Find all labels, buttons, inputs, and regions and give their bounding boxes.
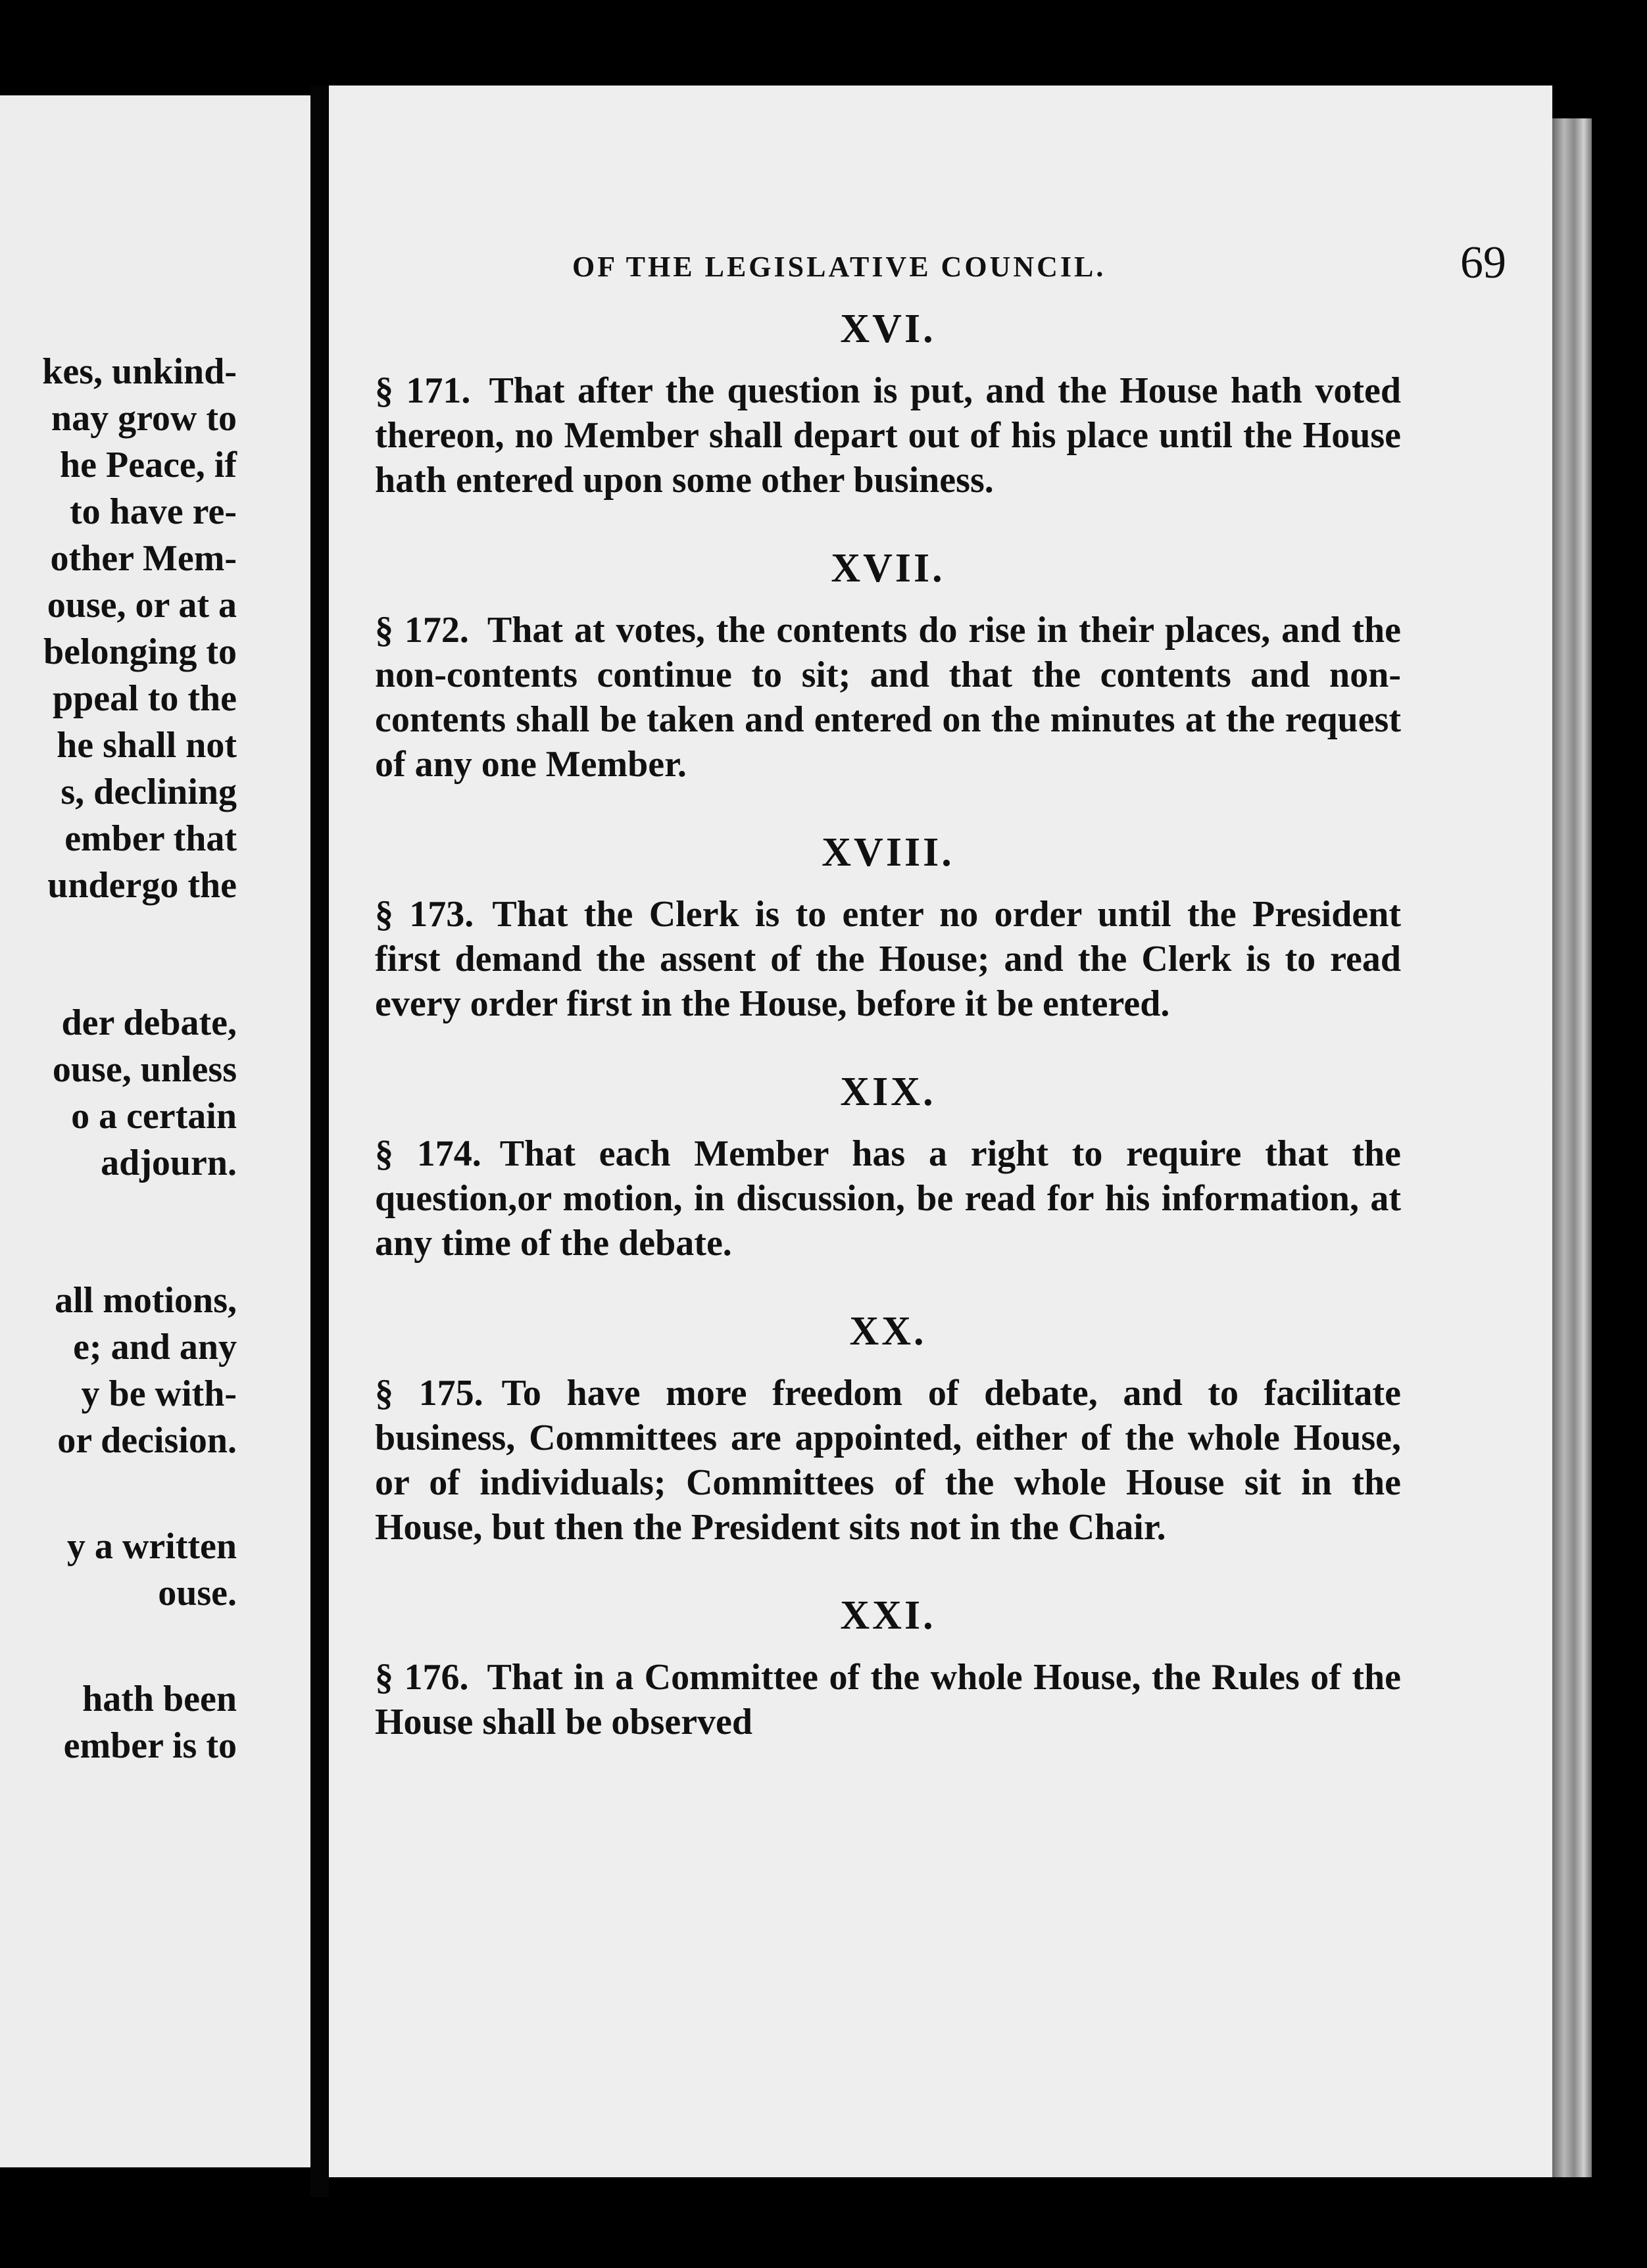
left-line: he shall not bbox=[57, 725, 237, 766]
rule-text: To have more freedom of debate, and to facilitate business, Committees are appointed, either of the whole House, or of individuals; Committees of the whole House sit in the House, but then the President sits not in the Chair. bbox=[375, 1373, 1401, 1548]
left-line: adjourn. bbox=[101, 1143, 237, 1183]
rule-paragraph bbox=[375, 368, 1401, 503]
section-heading: XVIII. bbox=[822, 830, 954, 875]
rule-text: That each Member has a right to require that the question,or motion, in discussion, be read for his information, at any time of the debate. bbox=[375, 1133, 1401, 1264]
rule-text: That the Clerk is to enter no order until the President first demand the assent of the House; and the Clerk is to read every order first in the House, before it be entered. bbox=[375, 894, 1402, 1024]
left-page-text bbox=[0, 349, 310, 1769]
left-spacer bbox=[0, 1464, 310, 1523]
section-heading: XX. bbox=[849, 1309, 927, 1354]
rule-paragraph bbox=[375, 608, 1401, 787]
page-header bbox=[572, 230, 1506, 309]
left-line: undergo the bbox=[47, 865, 237, 906]
rule-paragraph bbox=[375, 1655, 1401, 1744]
rule-number: § 174. bbox=[375, 1133, 481, 1174]
left-line: ppeal to the bbox=[53, 678, 237, 719]
left-line: ouse, or at a bbox=[47, 585, 237, 626]
rule-paragraph bbox=[375, 1371, 1401, 1550]
left-line: ouse, unless bbox=[52, 1049, 237, 1090]
left-line: e; and any bbox=[73, 1327, 237, 1368]
rule-number: § 173. bbox=[375, 894, 474, 935]
left-line: der debate, bbox=[61, 1002, 237, 1043]
left-spacer bbox=[0, 909, 310, 1000]
book-edge bbox=[1552, 118, 1592, 2177]
left-line: ember is to bbox=[63, 1725, 237, 1766]
page-number: 69 bbox=[1460, 237, 1506, 288]
rule-number: § 175. bbox=[375, 1373, 483, 1414]
left-line: ouse. bbox=[158, 1573, 237, 1614]
left-line: to have re- bbox=[70, 491, 237, 532]
rule-number: § 176. bbox=[375, 1657, 469, 1698]
left-line: other Mem- bbox=[50, 538, 237, 579]
section-heading: XVII. bbox=[831, 546, 945, 591]
rule-paragraph bbox=[375, 892, 1401, 1026]
rule-number: § 172. bbox=[375, 610, 469, 651]
left-spacer bbox=[0, 1617, 310, 1676]
section-heading: XXI. bbox=[840, 1593, 936, 1638]
left-line: y be with- bbox=[81, 1373, 237, 1414]
rule-text: That after the question is put, and the House hath voted thereon, no Member shall depart out of his place until the House hath entered upon some other business. bbox=[375, 370, 1401, 501]
left-spacer bbox=[0, 1187, 310, 1277]
left-line: kes, unkind- bbox=[42, 351, 237, 392]
page-body bbox=[375, 303, 1401, 1784]
running-head: OF THE LEGISLATIVE COUNCIL. bbox=[572, 251, 1106, 283]
left-line: nay grow to bbox=[51, 398, 237, 439]
left-page bbox=[0, 95, 310, 2167]
left-line: y a written bbox=[66, 1526, 237, 1567]
left-line: hath been bbox=[82, 1679, 237, 1719]
left-line: or decision. bbox=[57, 1420, 237, 1461]
left-line: o a certain bbox=[71, 1096, 237, 1137]
right-page bbox=[329, 86, 1552, 2177]
left-line: all motions, bbox=[55, 1280, 237, 1321]
book-gutter bbox=[310, 86, 329, 2197]
left-line: s, declining bbox=[61, 772, 237, 812]
rule-paragraph bbox=[375, 1131, 1401, 1266]
left-line: ember that bbox=[64, 818, 237, 859]
left-line: belonging to bbox=[43, 631, 237, 672]
rule-text: That at votes, the contents do rise in their places, and the non-contents continue to sit; and that the contents and non-contents shall be taken and entered on the minutes at the request of any one Member. bbox=[375, 610, 1401, 785]
rule-text: That in a Committee of the whole House, the Rules of the House shall be observed bbox=[375, 1657, 1402, 1742]
left-line: he Peace, if bbox=[60, 445, 237, 485]
rule-number: § 171. bbox=[375, 370, 471, 411]
section-heading: XIX. bbox=[840, 1070, 936, 1114]
section-heading: XVI. bbox=[840, 307, 936, 351]
